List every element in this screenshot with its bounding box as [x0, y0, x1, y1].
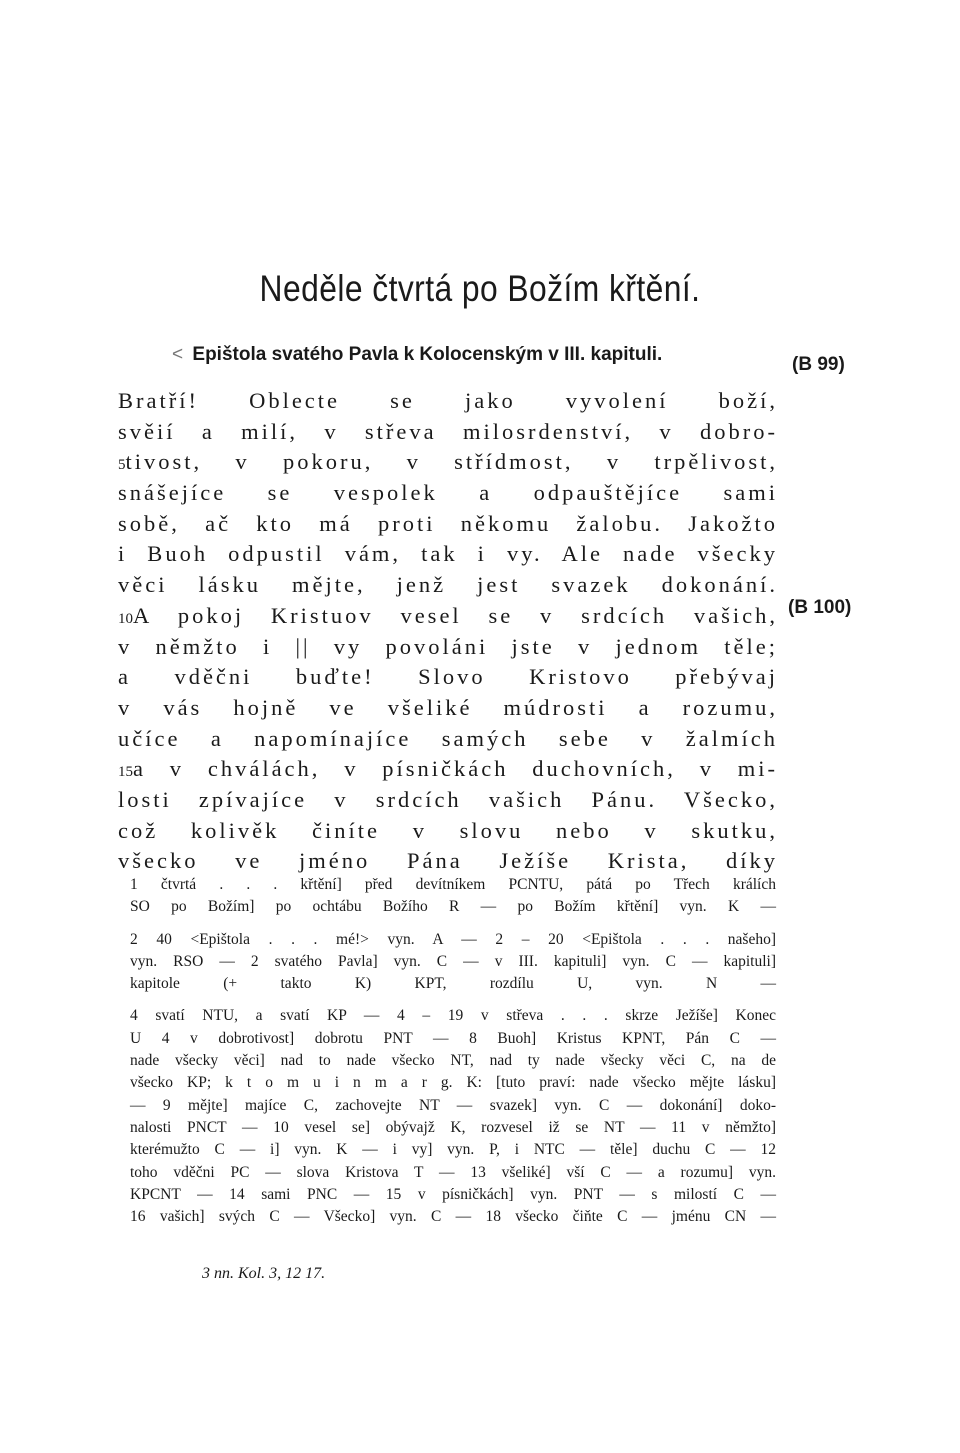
- line-number: 5: [118, 457, 126, 474]
- angle-marker: <: [172, 344, 184, 365]
- text-line: [118, 724, 778, 755]
- text-line: [118, 601, 778, 632]
- apparatus-line: 16 vašich] svých C — Všecko] vyn. C — 18 všecko čiňte C — jménu CN —: [130, 1208, 776, 1226]
- text-line: [118, 386, 778, 417]
- apparatus-line: toho vděčni PC — slova Kristova T — 13 všeliké] vší C — a rozumu] vyn.: [130, 1163, 776, 1181]
- section-heading: [172, 344, 662, 366]
- margin-note-b100: (B 100): [788, 597, 852, 618]
- line-text: Bratří! Oblecte se jako vyvolení boží,: [118, 388, 778, 413]
- apparatus-line: všecko KP; k t o m u i n m a r g. K: [tuto praví: nade všecko mějte lásku]: [130, 1074, 776, 1092]
- text-line: [118, 417, 778, 448]
- apparatus-line: nalosti PNCT — 10 vesel se] obývajž K, rozvesel iž se NT — 11 v němžto]: [130, 1118, 776, 1136]
- apparatus-line: U 4 v dobrotivost] dobrotu PNT — 8 Buoh] Kristus KPNT, Pán C —: [130, 1029, 776, 1047]
- line-text: tivost, v pokoru, v střídmost, v trpělivost,: [125, 449, 778, 475]
- text-line: [118, 816, 778, 847]
- line-text: v vás hojně ve všeliké múdrosti a rozumu,: [118, 694, 778, 720]
- line-text: sobě, ač kto má proti někomu žalobu. Jakožto: [118, 510, 778, 536]
- apparatus-line: vyn. RSO — 2 svatého Pavla] vyn. C — v III. kapituli] vyn. C — kapituli]: [130, 952, 776, 970]
- line-text: a vděčni buďte! Slovo Kristovo přebývaj: [118, 664, 778, 690]
- apparatus-line: kapitole (+ takto K) KPT, rozdílu U, vyn. N —: [130, 975, 776, 993]
- critical-apparatus: [130, 874, 776, 1238]
- text-line: [118, 478, 778, 509]
- text-line: [118, 632, 778, 663]
- line-text: všecko ve jméno Pána Ježíše Krista, díky: [118, 848, 778, 874]
- apparatus-line: 4 svatí NTU, a svatí KP — 4 – 19 v střeva . . . skrze Ježíše] Konec: [130, 1007, 776, 1025]
- line-text: v němžto i || vy povoláni jste v jednom těle;: [118, 633, 778, 659]
- line-text: snášejíce se vespolek a odpauštějíce sami: [118, 480, 778, 506]
- line-number: 10: [118, 610, 133, 627]
- text-line: [118, 846, 778, 877]
- text-line: [118, 785, 778, 816]
- apparatus-line: kterémužto C — i] vyn. K — i vy] vyn. P, i NTC — těle] duchu C — 12: [130, 1141, 776, 1159]
- apparatus-block: [130, 874, 776, 919]
- apparatus-line: 2 40 <Epištola . . . mé!> vyn. A — 2 – 20 <Epištola . . . našeho]: [130, 930, 776, 948]
- line-text: svěií a milí, v střeva milosrdenství, v dobro-: [118, 418, 778, 444]
- line-text: i Buoh odpustil vám, tak i vy. Ale nade všecky: [118, 541, 778, 567]
- text-line: [118, 539, 778, 570]
- text-line: [118, 570, 778, 601]
- biblical-reference: 3 nn. Kol. 3, 12 17.: [202, 1265, 326, 1282]
- apparatus-line: — 9 mějte] majíce C, zachovejte NT — svazek] vyn. C — dokonání] doko-: [130, 1096, 776, 1114]
- main-text: [118, 386, 778, 877]
- line-number: 15: [118, 764, 133, 781]
- apparatus-line: SO po Božím] po ochtábu Božího R — po Božím křtění] vyn. K —: [130, 898, 776, 916]
- page-title: Neděle čtvrtá po Božím křtění.: [259, 268, 701, 309]
- section-heading-text: Epištola svatého Pavla k Kolocenským v III. kapituli.: [192, 344, 663, 365]
- line-text: učíce a napomínajíce samých sebe v žalmích: [118, 725, 778, 751]
- margin-note-b99: (B 99): [792, 354, 845, 375]
- apparatus-line: KPCNT — 14 sami PNC — 15 v písničkách] vyn. PNT — s milostí C —: [130, 1185, 776, 1203]
- line-text: což kolivěk činíte v slovu nebo v skutku,: [118, 817, 778, 843]
- text-line: [118, 509, 778, 540]
- apparatus-line: nade všecky věci] nad to nade všecko NT, nad ty nade všecky věci C, na de: [130, 1052, 776, 1070]
- apparatus-block: [130, 1005, 776, 1228]
- text-line: [118, 693, 778, 724]
- line-text: věci lásku mějte, jenž jest svazek dokonání.: [118, 572, 778, 598]
- text-line: [118, 662, 778, 693]
- line-text: losti zpívajíce v srdcích vašich Pánu. Všecko,: [118, 786, 778, 812]
- apparatus-line: 1 čtvrtá . . . křtění] před devítníkem PCNTU, pátá po Třech králích: [130, 876, 776, 893]
- line-text: a v chválách, v písničkách duchovních, v mi-: [133, 756, 778, 782]
- text-line: [118, 754, 778, 785]
- line-text: A pokoj Kristuov vesel se v srdcích vašich,: [133, 602, 778, 628]
- text-line: [118, 447, 778, 478]
- apparatus-block: [130, 929, 776, 996]
